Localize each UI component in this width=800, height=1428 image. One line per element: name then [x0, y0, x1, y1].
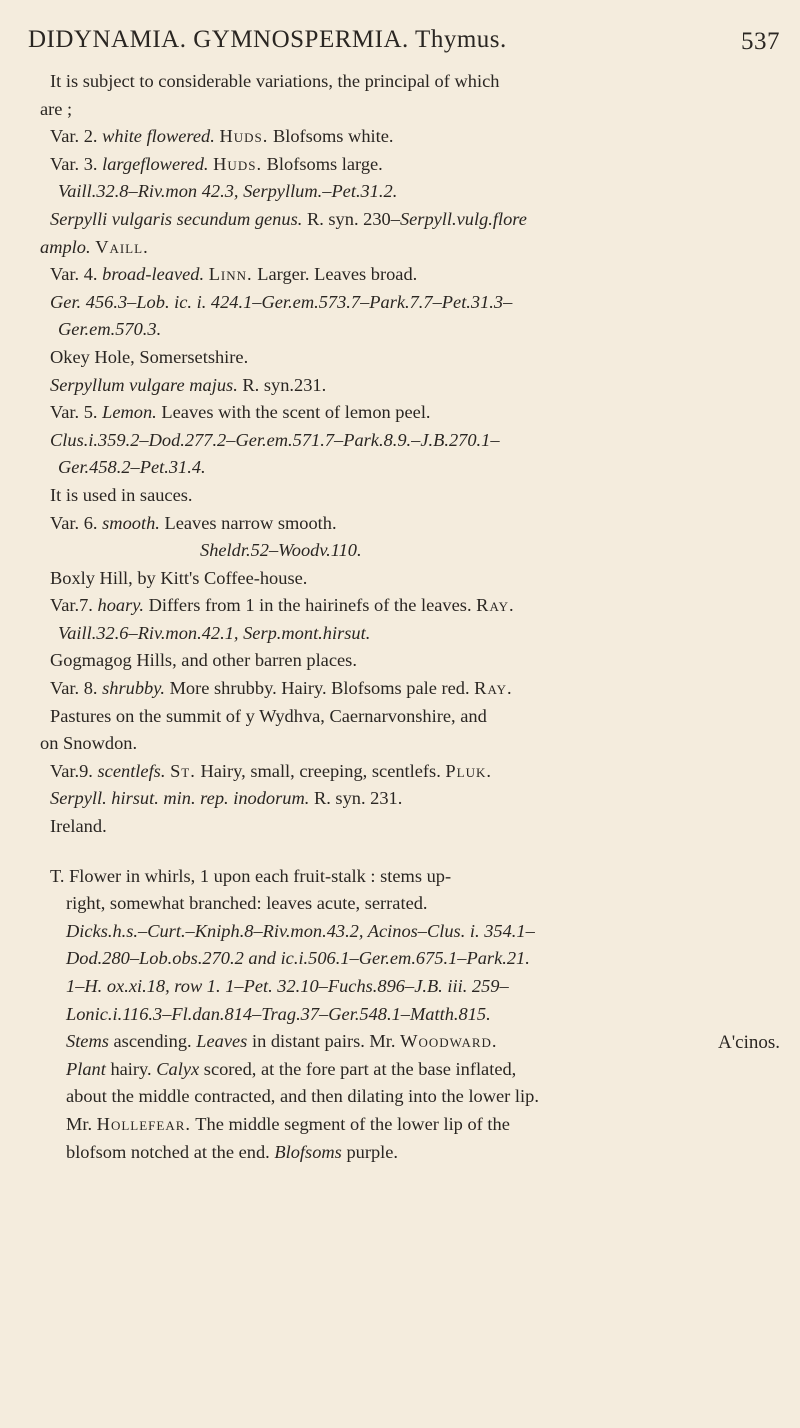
reference-line	[40, 973, 730, 1001]
reference-line	[40, 427, 730, 455]
synonym-text: Serpyll.vulg.flore	[399, 208, 527, 229]
header-title: DIDYNAMIA. GYMNOSPERMIA. Thymus.	[28, 26, 507, 53]
reference-line	[40, 945, 730, 973]
variety-name: hoary.	[97, 595, 145, 616]
reference-text: R. syn. 231.	[313, 788, 403, 809]
reference-line	[40, 1001, 730, 1029]
reference-line	[40, 918, 730, 946]
intro-line: are ;	[40, 98, 73, 119]
description-line	[40, 1139, 730, 1167]
variety-number: Var. 4.	[50, 264, 98, 285]
variety-name: largeflowered.	[102, 153, 209, 174]
variety-4-entry	[40, 261, 730, 289]
reference-text: Ger.em.570.3.	[58, 319, 162, 340]
authority: Huds.	[219, 126, 269, 147]
variety-number: Var.7.	[50, 595, 93, 616]
reference-text: Ger. 456.3–Lob. ic. i. 424.1–Ger.em.573.7–Park.7.7–Pet.31.3–	[50, 291, 513, 312]
synonym-text: amplo.	[40, 236, 91, 257]
variety-name: white flowered.	[102, 126, 215, 147]
locality-line: Ireland.	[50, 816, 107, 837]
description-line	[40, 1028, 730, 1056]
variety-description: Differs from 1 in the hairinefs of the leaves.	[148, 595, 472, 616]
authority: Hollefear.	[96, 1113, 191, 1134]
reference-text: Sheldr.52–Woodv.110.	[200, 540, 362, 561]
species-diagnosis-line: T. Flower in whirls, 1 upon each fruit-stalk : stems up-	[50, 865, 452, 886]
description-text: hairy.	[110, 1058, 152, 1079]
variety-name: Lemon.	[102, 402, 157, 423]
species-margin-name: A'cinos.	[718, 1032, 781, 1053]
part-label: Stems	[66, 1031, 109, 1052]
reference-text: R. syn. 230–	[306, 208, 400, 229]
variety-name: smooth.	[102, 512, 160, 533]
synonym-line	[40, 372, 730, 400]
description-text: scored, at the fore part at the base inflated,	[203, 1058, 517, 1079]
usage-line: It is used in sauces.	[50, 484, 193, 505]
variety-description: Leaves narrow smooth.	[164, 512, 337, 533]
variety-6-entry	[40, 510, 730, 538]
synonym-text: Serpyllum vulgare majus.	[50, 374, 238, 395]
locality-line: Pastures on the summit of y Wydhva, Caernarvonshire, and	[50, 705, 487, 726]
description-line	[40, 1056, 730, 1084]
variety-description: Hairy, small, creeping, scentlefs.	[200, 760, 441, 781]
species-diagnosis-line: right, somewhat branched: leaves acute, serrated.	[66, 893, 428, 914]
variety-description: Larger. Leaves broad.	[257, 264, 418, 285]
description-text: Mr.	[66, 1113, 93, 1134]
authority: St.	[170, 760, 196, 781]
page-number: 537	[741, 28, 780, 55]
part-label: Plant	[66, 1058, 106, 1079]
locality-line: Okey Hole, Somersetshire.	[50, 346, 249, 367]
variety-8-entry	[40, 675, 730, 703]
reference-text: Vaill.32.8–Riv.mon 42.3, Serpyllum.–Pet.31.2.	[58, 181, 398, 202]
locality-line: Boxly Hill, by Kitt's Coffee-house.	[50, 567, 308, 588]
reference-text: R. syn.231.	[242, 374, 327, 395]
reference-line	[40, 234, 730, 262]
reference-line	[40, 289, 730, 317]
description-text: in distant pairs. Mr.	[251, 1031, 396, 1052]
reference-line	[40, 454, 730, 482]
variety-9-entry	[40, 758, 730, 786]
variety-number: Var. 3.	[50, 153, 98, 174]
description-text: The middle segment of the lower lip of the	[195, 1113, 510, 1134]
reference-text: Dicks.h.s.–Curt.–Kniph.8–Riv.mon.43.2, Acinos–Clus. i. 354.1–	[66, 920, 535, 941]
variety-7-entry	[40, 592, 730, 620]
variety-5-entry	[40, 399, 730, 427]
intro-line: It is subject to considerable variations, the principal of which	[50, 71, 500, 91]
synonym-text: Serpylli vulgaris secundum genus.	[50, 208, 303, 229]
reference-text: Ger.458.2–Pet.31.4.	[58, 457, 206, 478]
part-label: Blofsoms	[274, 1141, 342, 1162]
locality-line: Gogmagog Hills, and other barren places.	[50, 650, 357, 671]
authority: Linn.	[208, 264, 253, 285]
authority: Vaill.	[95, 236, 149, 257]
locality-line: on Snowdon.	[40, 733, 138, 754]
reference-text: Dod.280–Lob.obs.270.2 and ic.i.506.1–Ger.em.675.1–Park.21.	[66, 948, 530, 969]
variety-number: Var. 6.	[50, 512, 98, 533]
reference-text: 1–H. ox.xi.18, row 1. 1–Pet. 32.10–Fuchs.896–J.B. iii. 259–	[66, 976, 509, 996]
part-label: Leaves	[196, 1031, 248, 1052]
description-text: blofsom notched at the end.	[66, 1141, 270, 1162]
authority: Ray.	[476, 595, 515, 616]
description-line	[40, 1111, 730, 1139]
variety-description: Blofsoms large.	[266, 153, 383, 174]
synonym-line	[40, 785, 730, 813]
reference-line	[40, 316, 730, 344]
reference-text: Lonic.i.116.3–Fl.dan.814–Trag.37–Ger.548.1–Matth.815.	[66, 1003, 491, 1024]
part-label: Calyx	[156, 1058, 200, 1079]
variety-name: broad-leaved.	[102, 264, 205, 285]
authority: Ray.	[474, 678, 513, 699]
authority: Huds.	[213, 153, 263, 174]
variety-name: scentlefs.	[97, 760, 166, 781]
variety-3-entry	[40, 151, 730, 179]
description-text: purple.	[346, 1141, 399, 1162]
reference-line	[40, 206, 730, 234]
page-body	[40, 68, 730, 1166]
reference-line	[40, 537, 730, 565]
reference-line	[40, 620, 730, 648]
variety-description: More shrubby. Hairy. Blofsoms pale red.	[169, 678, 470, 699]
variety-name: shrubby.	[102, 678, 165, 699]
reference-text: Clus.i.359.2–Dod.277.2–Ger.em.571.7–Park.8.9.–J.B.270.1–	[50, 429, 500, 450]
running-header	[28, 20, 780, 60]
variety-number: Var.9.	[50, 760, 93, 781]
section-gap	[40, 841, 730, 863]
description-line: about the middle contracted, and then dilating into the lower lip.	[66, 1086, 539, 1107]
variety-2-entry	[40, 123, 730, 151]
authority: Woodward.	[400, 1031, 498, 1052]
variety-number: Var. 5.	[50, 402, 98, 423]
authority: Pluk.	[445, 760, 492, 781]
variety-description: Leaves with the scent of lemon peel.	[161, 402, 431, 423]
synonym-text: Serpyll. hirsut. min. rep. inodorum.	[50, 788, 310, 809]
synonym-text: Serp.mont.hirsut.	[243, 622, 371, 643]
reference-line	[40, 178, 730, 206]
variety-number: Var. 2.	[50, 126, 98, 147]
reference-text: Vaill.32.6–Riv.mon.42.1,	[58, 622, 239, 643]
variety-number: Var. 8.	[50, 678, 98, 699]
description-text: ascending.	[113, 1031, 192, 1052]
variety-description: Blofsoms white.	[272, 126, 394, 147]
